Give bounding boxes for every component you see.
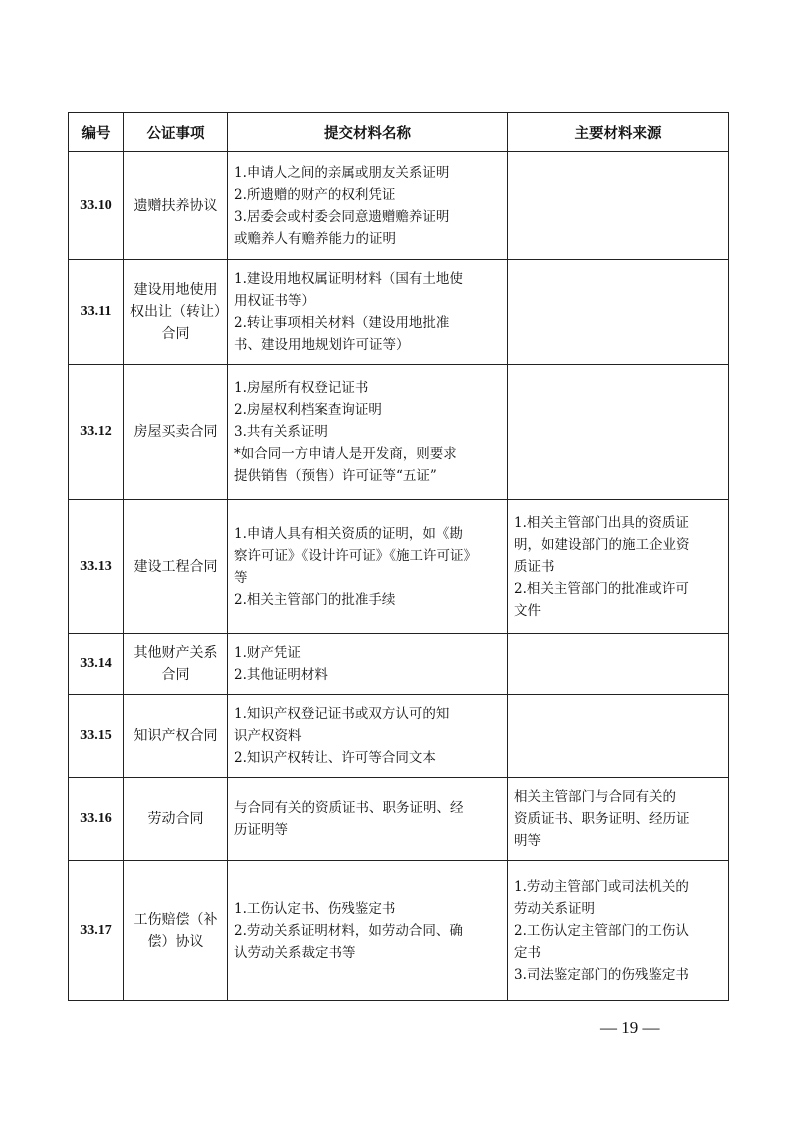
material-line: 与合同有关的资质证书、职务证明、经 xyxy=(234,800,464,816)
notary-item: 建设工程合同 xyxy=(124,500,228,634)
material-line: 1.工伤认定书、伤残鉴定书 xyxy=(234,900,396,917)
notary-item: 建设用地使用权出让（转让）合同 xyxy=(124,260,228,365)
source-line: 1.劳动主管部门或司法机关的 xyxy=(514,878,689,895)
notarization-table xyxy=(68,112,729,1001)
material-line: 2.所遗赠的财产的权利凭证 xyxy=(234,186,396,203)
table-row xyxy=(69,500,729,634)
material-line: 2.知识产权转让、许可等合同文本 xyxy=(234,750,436,766)
table-row xyxy=(69,152,729,260)
notary-item: 遗赠扶养协议 xyxy=(124,152,228,260)
source-cell xyxy=(508,861,729,1001)
materials-cell xyxy=(228,365,508,500)
source-line: 2.工伤认定主管部门的工伤认 xyxy=(514,922,689,939)
material-line: 等 xyxy=(234,569,248,586)
material-line: 1.知识产权登记证书或双方认可的知 xyxy=(234,706,450,722)
notary-item: 知识产权合同 xyxy=(124,695,228,778)
materials-cell xyxy=(228,634,508,695)
materials-cell xyxy=(228,695,508,778)
source-cell xyxy=(508,365,729,500)
source-line: 2.相关主管部门的批准或许可 xyxy=(514,580,689,597)
source-cell xyxy=(508,695,729,778)
notary-item: 劳动合同 xyxy=(124,778,228,861)
table-row xyxy=(69,634,729,695)
material-line: 或赡养人有赡养能力的证明 xyxy=(234,230,396,247)
material-line: *如合同一方申请人是开发商，则要求 xyxy=(234,446,457,462)
header-materials: 提交材料名称 xyxy=(228,113,508,152)
table-header-row xyxy=(69,113,729,152)
material-line: 1.财产凭证 xyxy=(234,645,301,661)
source-line: 1.相关主管部门出具的资质证 xyxy=(514,514,689,531)
row-number: 33.11 xyxy=(69,260,124,365)
source-line: 明，如建设部门的施工企业资 xyxy=(514,536,690,553)
notary-item: 房屋买卖合同 xyxy=(124,365,228,500)
material-line: 察许可证》《设计许可证》《施工许可证》 xyxy=(234,547,477,564)
source-line: 文件 xyxy=(514,602,541,619)
source-line: 定书 xyxy=(514,944,541,961)
page-number: — 19 — xyxy=(600,1018,660,1037)
material-line: 2.房屋权利档案查询证明 xyxy=(234,402,382,418)
material-line: 认劳动关系裁定书等 xyxy=(234,944,356,961)
row-number: 33.13 xyxy=(69,500,124,634)
source-cell xyxy=(508,634,729,695)
source-cell xyxy=(508,260,729,365)
material-line: 3.共有关系证明 xyxy=(234,424,328,440)
source-line: 资质证书、职务证明、经历证 xyxy=(514,811,690,827)
row-number: 33.10 xyxy=(69,152,124,260)
material-line: 1.建设用地权属证明材料（国有土地使 xyxy=(234,271,463,287)
material-line: 1.房屋所有权登记证书 xyxy=(234,380,369,396)
notary-item: 工伤赔偿（补偿）协议 xyxy=(124,861,228,1001)
material-line: 书、建设用地规划许可证等） xyxy=(234,337,410,353)
header-item: 公证事项 xyxy=(124,113,228,152)
materials-cell xyxy=(228,152,508,260)
header-num: 编号 xyxy=(69,113,124,152)
material-line: 提供销售（预售）许可证等“五证” xyxy=(234,468,437,484)
table-row xyxy=(69,861,729,1001)
source-cell xyxy=(508,152,729,260)
source-line: 相关主管部门与合同有关的 xyxy=(514,789,676,805)
row-number: 33.15 xyxy=(69,695,124,778)
material-line: 1.申请人具有相关资质的证明，如《勘 xyxy=(234,525,463,542)
material-line: 2.其他证明材料 xyxy=(234,667,328,683)
source-line: 劳动关系证明 xyxy=(514,900,595,917)
source-cell xyxy=(508,778,729,861)
materials-cell xyxy=(228,861,508,1001)
row-number: 33.17 xyxy=(69,861,124,1001)
table-row xyxy=(69,260,729,365)
material-line: 2.相关主管部门的批准手续 xyxy=(234,591,396,608)
material-line: 1.申请人之间的亲属或朋友关系证明 xyxy=(234,164,450,181)
material-line: 用权证书等） xyxy=(234,293,315,309)
row-number: 33.16 xyxy=(69,778,124,861)
row-number: 33.14 xyxy=(69,634,124,695)
materials-cell xyxy=(228,260,508,365)
materials-cell xyxy=(228,778,508,861)
material-line: 识产权资料 xyxy=(234,728,302,744)
material-line: 2.劳动关系证明材料，如劳动合同、确 xyxy=(234,922,463,939)
materials-cell xyxy=(228,500,508,634)
table-row xyxy=(69,365,729,500)
notary-item: 其他财产关系合同 xyxy=(124,634,228,695)
table-row xyxy=(69,695,729,778)
source-line: 明等 xyxy=(514,833,541,849)
header-source: 主要材料来源 xyxy=(508,113,729,152)
material-line: 3.居委会或村委会同意遗赠赡养证明 xyxy=(234,208,450,225)
source-cell xyxy=(508,500,729,634)
source-line: 3.司法鉴定部门的伤残鉴定书 xyxy=(514,966,689,983)
row-number: 33.12 xyxy=(69,365,124,500)
table-row xyxy=(69,778,729,861)
material-line: 历证明等 xyxy=(234,822,288,838)
material-line: 2.转让事项相关材料（建设用地批准 xyxy=(234,315,450,331)
source-line: 质证书 xyxy=(514,558,555,575)
